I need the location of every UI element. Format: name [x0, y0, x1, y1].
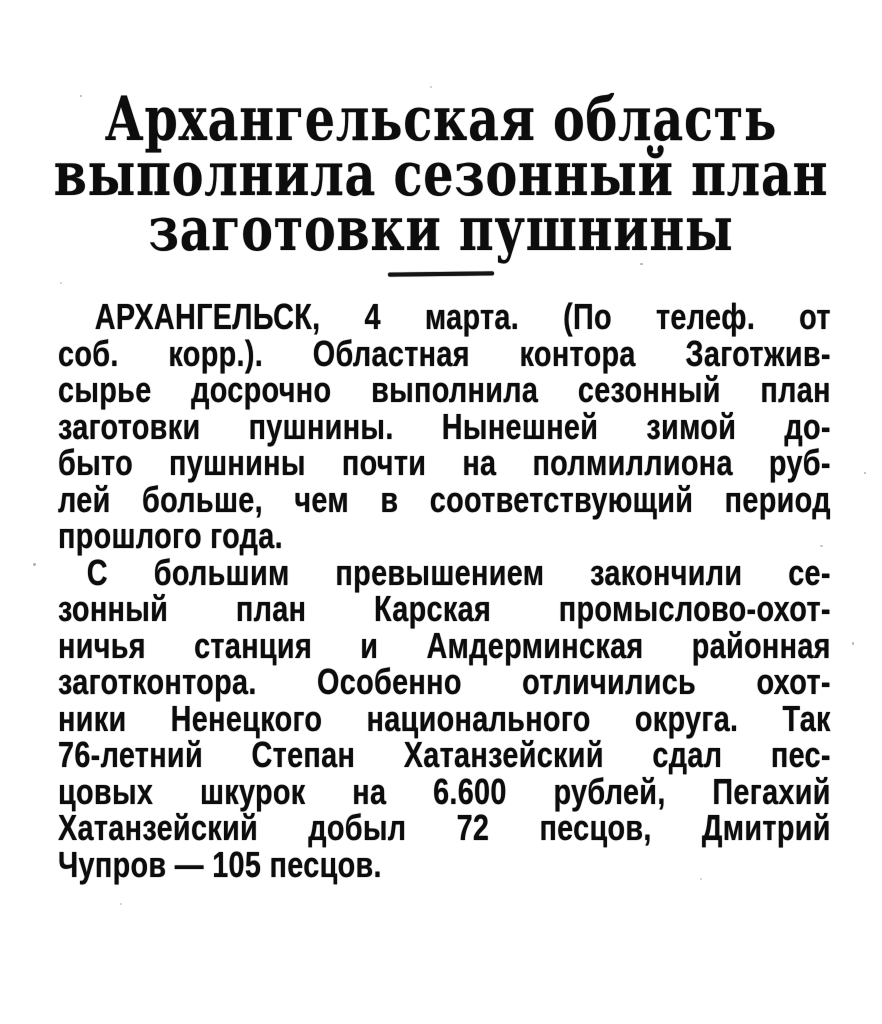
text-line: цовых шкурок на 6.600 рублей, Пегахий [58, 770, 831, 812]
headline-divider-rule [388, 271, 494, 276]
text-line: АРХАНГЕЛЬСК, 4 марта. (По телеф. от [94, 296, 831, 337]
text-line: ничья станция и Амдерминская районная [58, 624, 831, 666]
text-line: Хатанзейский добыл 72 песцов, Дмитрий [58, 807, 831, 848]
text-line: Чупров — 105 песцов. [58, 843, 382, 885]
text-line: ники Ненецкого национального округа. Так [58, 697, 831, 739]
text-line: лей больше, чем в соответствующий период [58, 478, 831, 520]
text-line: 76-летний Степан Хатанзейский сдал пес- [58, 734, 831, 775]
scan-noise-speck [430, 86, 432, 88]
scan-noise-speck [864, 472, 866, 474]
headline-line: заготовки пушнины [148, 194, 734, 265]
article-headline [0, 0, 881, 265]
scan-noise-speck [33, 563, 36, 566]
text-line: заготконтора. Особенно отличились охот- [58, 661, 831, 702]
text-line: сырье досрочно выполнила сезонный план [58, 369, 831, 410]
text-line: зонный план Карская промыслово-охот- [58, 588, 831, 629]
scan-noise-speck [820, 545, 823, 547]
text-line: С большим превышением закончили се- [86, 551, 831, 593]
text-line: соб. корр.). Областная контора Заготжив- [58, 332, 831, 374]
scan-noise-speck [60, 282, 62, 284]
headline-line: выполнила сезонный план [53, 139, 829, 210]
headline-line: Архангельская область [104, 84, 778, 155]
paragraph-hunters [58, 551, 831, 885]
scan-noise-speck [640, 263, 643, 265]
scan-noise-speck [80, 95, 82, 97]
article-body [58, 296, 831, 885]
scan-noise-speck [120, 903, 122, 905]
paragraph-dateline [58, 296, 831, 556]
text-line: заготовки пушнины. Нынешней зимой до- [58, 405, 831, 447]
scan-noise-speck [852, 642, 854, 645]
scan-noise-speck [700, 878, 702, 880]
text-line: прошлого года. [58, 515, 283, 556]
text-line: быто пушнины почти на полмиллиона руб- [58, 442, 831, 483]
